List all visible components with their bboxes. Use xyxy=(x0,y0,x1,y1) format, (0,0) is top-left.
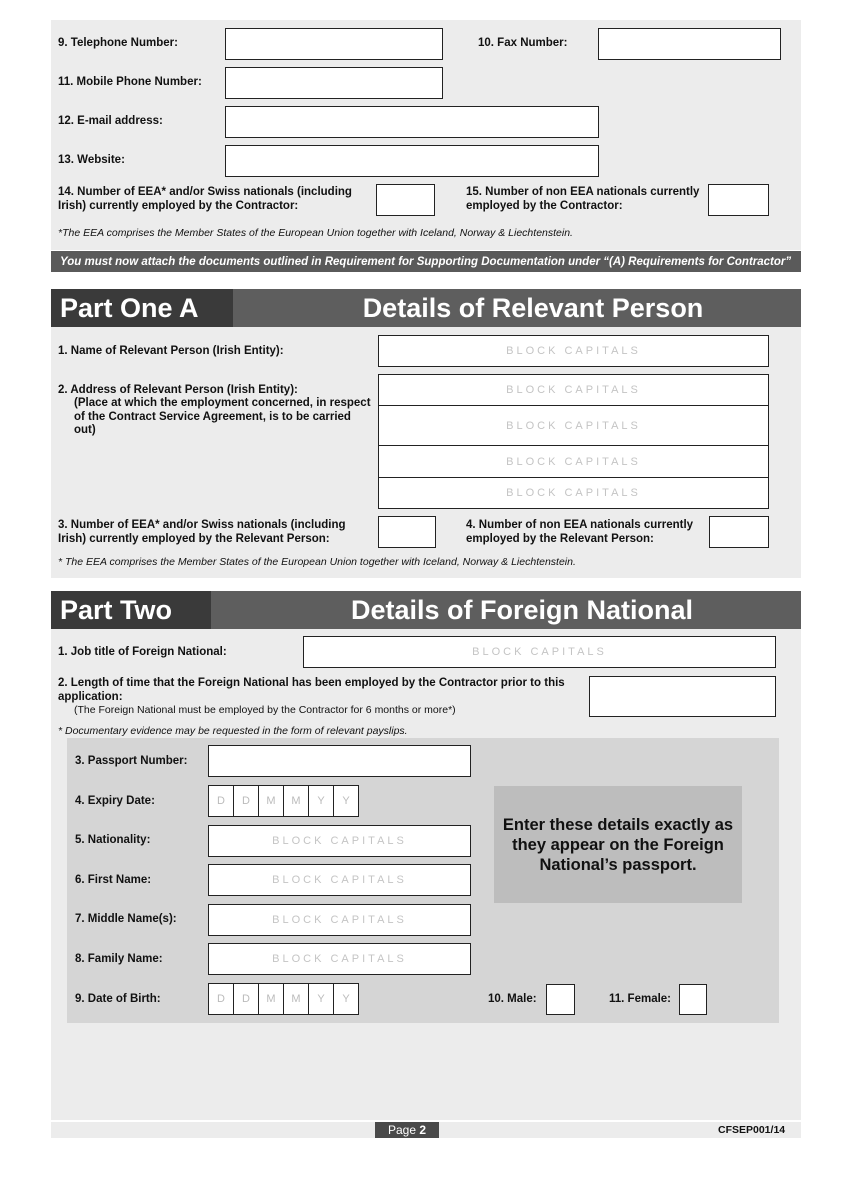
contractor-non-eea-count-input[interactable] xyxy=(708,184,769,216)
part-two-title: Details of Foreign National xyxy=(350,594,694,625)
expiry-year-2[interactable]: Y xyxy=(333,785,359,817)
fax-input[interactable] xyxy=(598,28,781,60)
fax-label: 10. Fax Number: xyxy=(478,37,568,49)
contractor-non-eea-count-label: 15. Number of non EEA nationals currently employed by the Contractor: xyxy=(466,186,700,212)
mobile-label: 11. Mobile Phone Number: xyxy=(58,76,202,88)
first-name-input[interactable]: BLOCK CAPITALS xyxy=(208,864,471,896)
nationality-input[interactable]: BLOCK CAPITALS xyxy=(208,825,471,857)
address-line-2-input[interactable]: BLOCK CAPITALS xyxy=(378,405,769,446)
relevant-person-address-sublabel: (Place at which the employment concerned, in respect of the Contract Service Agreement, is to be carried out) xyxy=(74,397,371,436)
relevant-person-address-label: 2. Address of Relevant Person (Irish Entity): xyxy=(58,384,298,396)
passport-number-label: 3. Passport Number: xyxy=(75,755,188,767)
page-label: Page xyxy=(387,1123,416,1137)
expiry-month-2[interactable]: M xyxy=(283,785,309,817)
part-two-header xyxy=(51,591,801,629)
address-line-3-input[interactable]: BLOCK CAPITALS xyxy=(378,445,769,478)
male-label: 10. Male: xyxy=(488,993,537,1005)
telephone-input[interactable] xyxy=(225,28,443,60)
middle-name-input[interactable]: BLOCK CAPITALS xyxy=(208,904,471,936)
page-number: 2 xyxy=(419,1123,427,1137)
relevant-person-non-eea-count-label: 4. Number of non EEA nationals currently employed by the Relevant Person: xyxy=(466,519,694,545)
part-two-label: Part Two xyxy=(51,591,211,629)
date-of-birth-input[interactable] xyxy=(208,983,359,1015)
part-one-a-title: Details of Relevant Person xyxy=(362,292,704,323)
family-name-input[interactable]: BLOCK CAPITALS xyxy=(208,943,471,975)
dob-month-2[interactable]: M xyxy=(283,983,309,1015)
part-one-a-label: Part One A xyxy=(51,289,233,327)
relevant-person-eea-count-input[interactable] xyxy=(378,516,436,548)
passport-hint-box xyxy=(494,786,742,903)
website-label: 13. Website: xyxy=(58,154,125,166)
dob-year-2[interactable]: Y xyxy=(333,983,359,1015)
part-one-a-header xyxy=(51,289,801,327)
job-title-label: 1. Job title of Foreign National: xyxy=(58,646,227,658)
contractor-eea-note: *The EEA comprises the Member States of the European Union together with Iceland, Norway & Liechtenstein. xyxy=(58,227,573,239)
dob-month-1[interactable]: M xyxy=(258,983,284,1015)
job-title-input[interactable]: BLOCK CAPITALS xyxy=(303,636,776,668)
email-label: 12. E-mail address: xyxy=(58,115,163,127)
website-input[interactable] xyxy=(225,145,599,177)
expiry-day-2[interactable]: D xyxy=(233,785,259,817)
employment-length-sublabel: (The Foreign National must be employed by the Contractor for 6 months or more*) xyxy=(74,704,456,716)
contractor-eea-count-input[interactable] xyxy=(376,184,435,216)
first-name-label: 6. First Name: xyxy=(75,874,152,886)
employment-length-input[interactable] xyxy=(589,676,776,717)
expiry-date-label: 4. Expiry Date: xyxy=(75,795,155,807)
payslip-note: * Documentary evidence may be requested in the form of relevant payslips. xyxy=(58,725,408,737)
email-input[interactable] xyxy=(225,106,599,138)
nationality-label: 5. Nationality: xyxy=(75,834,151,846)
relevant-person-non-eea-count-input[interactable] xyxy=(709,516,769,548)
expiry-month-1[interactable]: M xyxy=(258,785,284,817)
relevant-person-name-input[interactable]: BLOCK CAPITALS xyxy=(378,335,769,367)
relevant-person-eea-count-label: 3. Number of EEA* and/or Swiss nationals (including Irish) currently employed by the Relevant Person: xyxy=(58,519,346,545)
contractor-eea-count-label: 14. Number of EEA* and/or Swiss nationals (including Irish) currently employed by the Contractor: xyxy=(58,186,352,212)
dob-day-1[interactable]: D xyxy=(208,983,234,1015)
relevant-person-name-label: 1. Name of Relevant Person (Irish Entity): xyxy=(58,345,284,357)
date-of-birth-label: 9. Date of Birth: xyxy=(75,993,161,1005)
male-checkbox[interactable] xyxy=(546,984,575,1015)
female-checkbox[interactable] xyxy=(679,984,707,1015)
dob-day-2[interactable]: D xyxy=(233,983,259,1015)
expiry-day-1[interactable]: D xyxy=(208,785,234,817)
passport-hint-text: Enter these details exactly as they appear on the Foreign National’s passport. xyxy=(502,815,734,874)
attach-documents-banner: You must now attach the documents outlined in Requirement for Supporting Documentation under “(A) Requirements for Contractor” xyxy=(51,251,801,272)
mobile-input[interactable] xyxy=(225,67,443,99)
address-line-4-input[interactable]: BLOCK CAPITALS xyxy=(378,477,769,509)
female-label: 11. Female: xyxy=(609,993,672,1005)
page-indicator xyxy=(375,1122,439,1138)
family-name-label: 8. Family Name: xyxy=(75,953,163,965)
employment-length-label: 2. Length of time that the Foreign National has been employed by the Contractor prior to this application: xyxy=(58,677,565,703)
passport-number-input[interactable] xyxy=(208,745,471,777)
form-code: CFSEP001/14 xyxy=(718,1124,786,1136)
telephone-label: 9. Telephone Number: xyxy=(58,37,178,49)
expiry-year-1[interactable]: Y xyxy=(308,785,334,817)
dob-year-1[interactable]: Y xyxy=(308,983,334,1015)
middle-name-label: 7. Middle Name(s): xyxy=(75,913,177,925)
part-one-a-eea-note: * The EEA comprises the Member States of the European Union together with Iceland, Norway & Liechtenstein. xyxy=(58,556,576,568)
address-line-1-input[interactable]: BLOCK CAPITALS xyxy=(378,374,769,406)
expiry-date-input[interactable] xyxy=(208,785,359,817)
